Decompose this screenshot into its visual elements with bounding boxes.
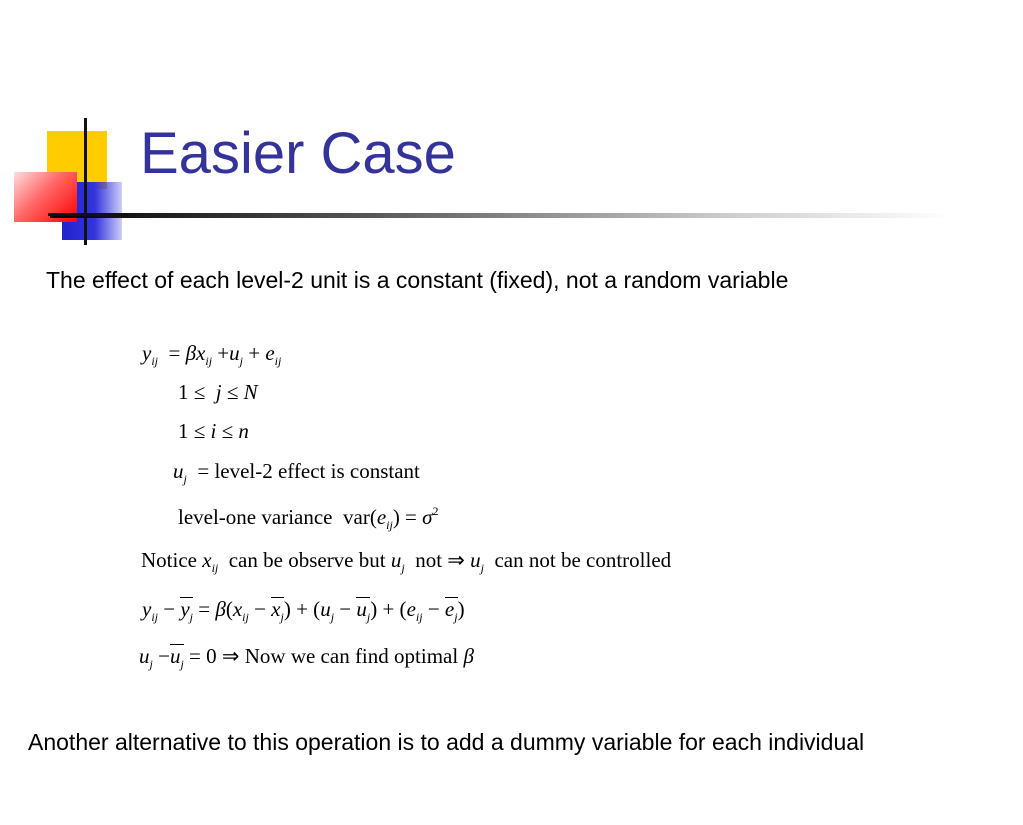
intro-text: The effect of each level-2 unit is a constant (fixed), not a random variable [46, 267, 789, 293]
equation-notice: Notice $x_{ij}$ can be observe but $u_j$ not ⇒ $u_j$ can not be controlled [141, 548, 672, 575]
uj-definition-text: level-2 effect is constant [214, 459, 420, 483]
equation-i-range: 1 ≤ i ≤ n [178, 419, 249, 443]
slide-title: Easier Case [140, 121, 456, 186]
equation-j-range: 1 ≤ j ≤ N [178, 380, 258, 404]
conclusion-text: Now we can find optimal [244, 644, 459, 668]
footer-text: Another alternative to this operation is to add a dummy variable for each individual [28, 729, 865, 755]
equation-variance: level-one variance $var(e_{ij}) = \sigma^2$ [178, 504, 439, 532]
equation-conclusion: $u_j -u_j = 0$ ⇒ Now we can find optimal β [139, 644, 474, 671]
equation-model: $y_{ij} = \beta x_{ij} +u_j + e_{ij}$ [142, 341, 282, 368]
notice-not-text: not [415, 548, 443, 572]
equation-demeaned: $y_{ij} - y_j = \beta(x_{ij} - x_j) + (u_j - u_j) + (e_{ij} - e_j)$ [142, 597, 465, 624]
variance-label: level-one variance [178, 505, 333, 529]
notice-controlled-text: can not be controlled [494, 548, 672, 572]
title-underline [50, 213, 950, 218]
logo-horizontal-line [48, 213, 128, 216]
equation-uj-definition: $u_j$ = level-2 effect is constant [173, 459, 420, 486]
logo-vertical-line [84, 118, 87, 245]
notice-word: Notice [141, 548, 197, 572]
notice-observe-text: can be observe but [228, 548, 386, 572]
